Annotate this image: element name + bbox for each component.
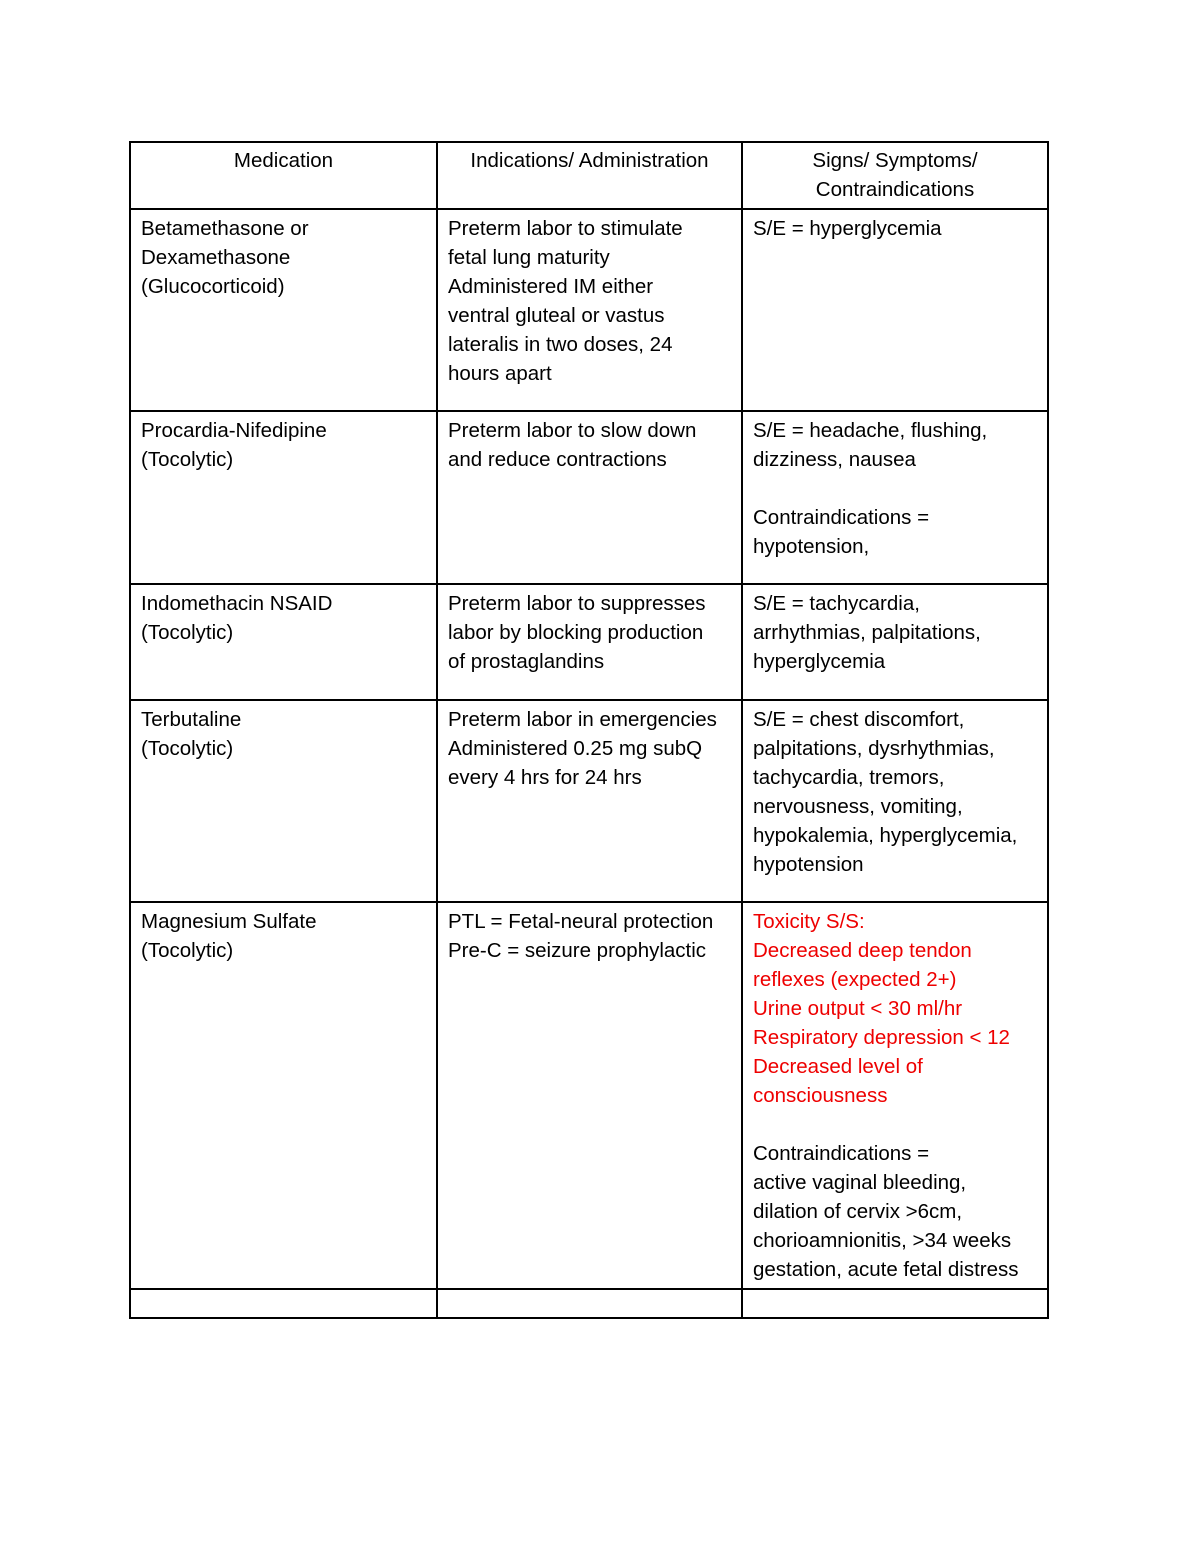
table-row [130,209,1048,411]
cell-line: (Glucocorticoid) [141,275,285,298]
cell-line: tachycardia, tremors, [753,766,945,789]
indications-cell [437,584,742,700]
cell-line: (Tocolytic) [141,939,234,962]
cell-line: active vaginal bleeding, [753,1171,967,1194]
cell-line: Dexamethasone [141,246,291,269]
cell-line: hypotension, [753,535,870,558]
empty-cell [437,1289,742,1318]
cell-line: and reduce contractions [448,448,667,471]
cell-line: Indomethacin NSAID [141,592,333,615]
cell-line: fetal lung maturity [448,246,610,269]
header-medication [130,142,437,209]
toxicity-line: Decreased deep tendon [753,939,972,962]
toxicity-line: reflexes (expected 2+) [753,968,957,991]
toxicity-line: Decreased level of [753,1055,923,1078]
cell-line: gestation, acute fetal distress [753,1258,1019,1281]
cell-line: Preterm labor to slow down [448,419,697,442]
signs-cell [742,209,1048,411]
medication-cell [130,584,437,700]
cell-line: dilation of cervix >6cm, [753,1200,963,1223]
cell-line: every 4 hrs for 24 hrs [448,766,642,789]
empty-cell [130,1289,437,1318]
signs-cell [742,584,1048,700]
cell-line: Preterm labor to suppresses [448,592,706,615]
cell-line: lateralis in two doses, 24 [448,333,673,356]
medication-cell [130,700,437,902]
cell-line: Contraindications = [753,506,930,529]
cell-line: (Tocolytic) [141,737,234,760]
header-medication-label: Medication [233,149,334,172]
cell-line: (Tocolytic) [141,621,234,644]
header-signs-label-line1: Signs/ Symptoms/ [812,149,978,172]
blank-line [753,1110,1037,1139]
header-indications-label: Indications/ Administration [470,149,709,172]
toxicity-line: Respiratory depression < 12 [753,1026,1010,1049]
toxicity-line: consciousness [753,1084,888,1107]
blank-line [753,474,1037,503]
signs-cell [742,700,1048,902]
cell-line: hypokalemia, hyperglycemia, [753,824,1018,847]
table-row [130,902,1048,1289]
cell-line: labor by blocking production [448,621,704,644]
cell-line: Terbutaline [141,708,242,731]
signs-cell [742,902,1048,1289]
indications-cell [437,411,742,584]
cell-line: (Tocolytic) [141,448,234,471]
empty-table-row [130,1289,1048,1318]
cell-line: arrhythmias, palpitations, [753,621,981,644]
header-row [130,142,1048,209]
medication-cell [130,209,437,411]
header-indications [437,142,742,209]
medication-table [129,141,1049,1319]
cell-line: ventral gluteal or vastus [448,304,665,327]
cell-line: S/E = headache, flushing, [753,419,988,442]
cell-line: Preterm labor in emergencies [448,708,717,731]
cell-line: S/E = tachycardia, [753,592,920,615]
indications-cell [437,902,742,1289]
table-row [130,411,1048,584]
cell-line: PTL = Fetal-neural protection [448,910,714,933]
cell-line: dizziness, nausea [753,448,916,471]
toxicity-line: Toxicity S/S: [753,910,865,933]
header-signs-label-line2: Contraindications [815,178,975,201]
table-row [130,700,1048,902]
cell-line: S/E = hyperglycemia [753,217,942,240]
table-row [130,584,1048,700]
cell-line: Procardia-Nifedipine [141,419,327,442]
cell-line: Administered IM either [448,275,654,298]
medication-cell [130,411,437,584]
indications-cell [437,209,742,411]
cell-line: S/E = chest discomfort, [753,708,965,731]
cell-line: palpitations, dysrhythmias, [753,737,995,760]
cell-line: Contraindications = [753,1142,930,1165]
cell-line: hours apart [448,362,552,385]
cell-line: Magnesium Sulfate [141,910,317,933]
cell-line: hypotension [753,853,864,876]
header-signs [742,142,1048,209]
cell-line: of prostaglandins [448,650,605,673]
cell-line: nervousness, vomiting, [753,795,963,818]
cell-line: Preterm labor to stimulate [448,217,683,240]
indications-cell [437,700,742,902]
cell-line: hyperglycemia [753,650,886,673]
toxicity-line: Urine output < 30 ml/hr [753,997,963,1020]
cell-line: Betamethasone or [141,217,309,240]
empty-cell [742,1289,1048,1318]
cell-line: Pre-C = seizure prophylactic [448,939,707,962]
cell-line: Administered 0.25 mg subQ [448,737,703,760]
cell-line: chorioamnionitis, >34 weeks [753,1229,1012,1252]
signs-cell [742,411,1048,584]
medication-cell [130,902,437,1289]
